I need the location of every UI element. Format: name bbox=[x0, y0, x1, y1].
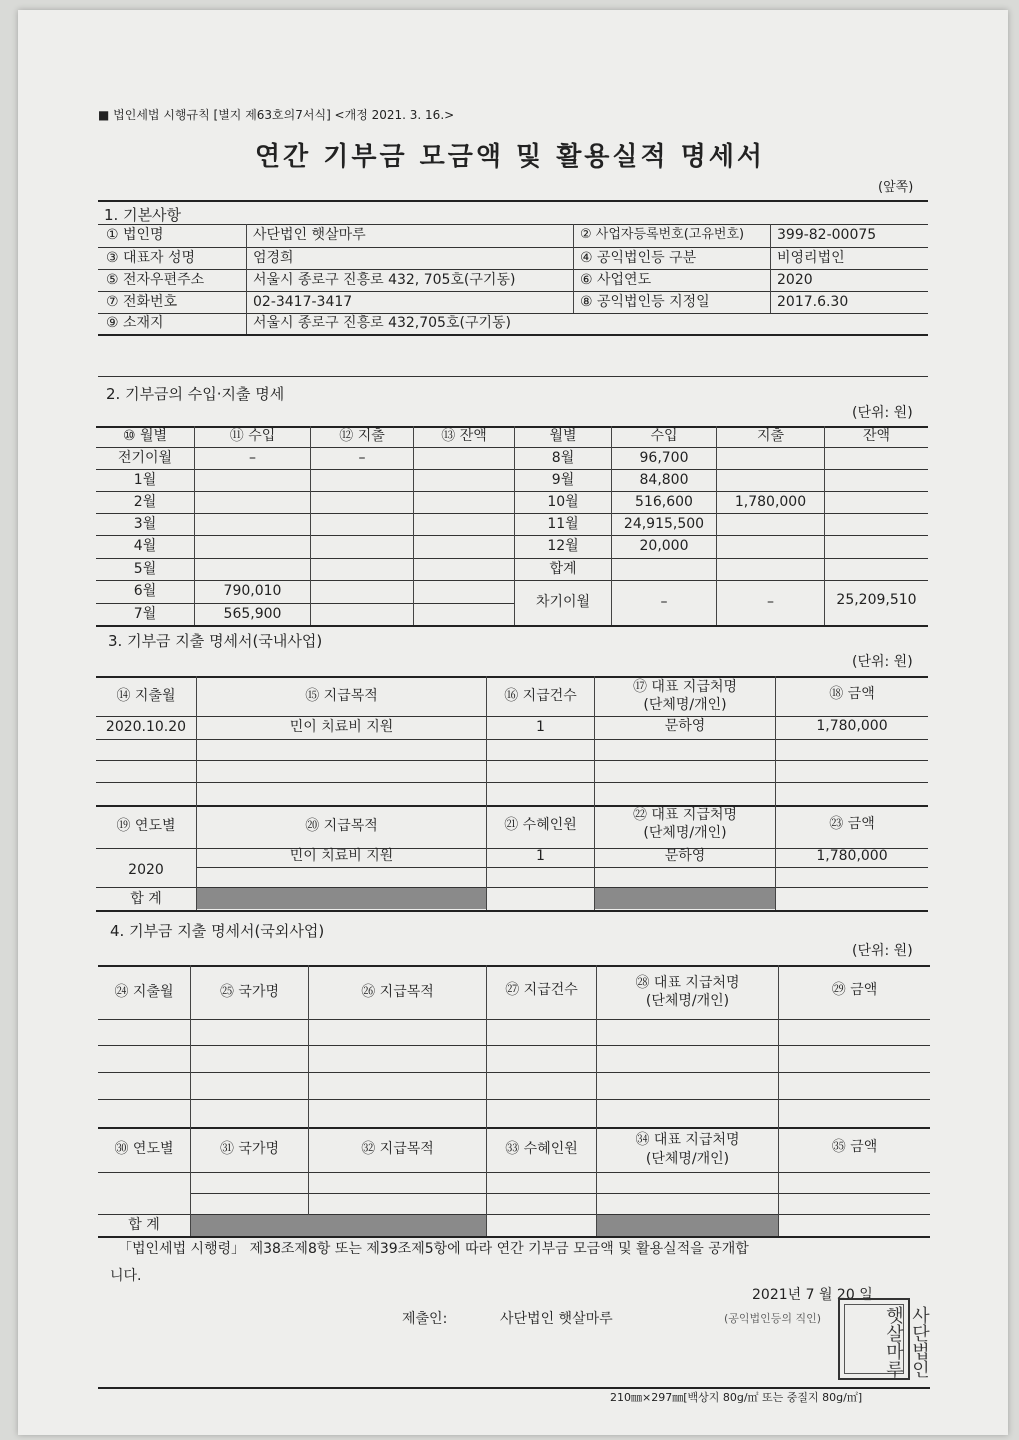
label-email: ⑤ 전자우편주소 bbox=[106, 271, 205, 288]
s3-head-beneficiaries: ㉑ 수혜인원 bbox=[504, 816, 577, 833]
label-corp-type: ④ 공익법인등 구분 bbox=[580, 249, 697, 266]
s4-head-recipient-b: ㉞ 대표 지급처명 (단체명/개인) bbox=[635, 1132, 740, 1167]
statement-line2: 니다. bbox=[110, 1268, 142, 1284]
s2-right-month: 9월 bbox=[551, 471, 575, 488]
s3-head-purpose: ⑮ 지급목적 bbox=[305, 687, 378, 704]
s4-head-country: ㉕ 국가명 bbox=[219, 983, 280, 1000]
s2-left-month: 4월 bbox=[133, 538, 157, 555]
section4-heading: 4. 기부금 지출 명세서(국외사업) bbox=[110, 922, 325, 940]
s2-carry-expense: – bbox=[767, 594, 774, 611]
s2-left-month: 7월 bbox=[133, 605, 157, 622]
s4-head-amount: ㉙ 금액 bbox=[831, 981, 878, 998]
s2-right-month: 8월 bbox=[551, 449, 575, 466]
page-side-label: (앞쪽) bbox=[878, 180, 914, 195]
label-designation-date: ⑧ 공익법인등 지정일 bbox=[580, 293, 710, 310]
paper-spec: 210㎜×297㎜[백상지 80g/㎡ 또는 중질지 80g/㎡] bbox=[610, 1391, 863, 1404]
label-business-number: ② 사업자등록번호(고유번호) bbox=[580, 227, 745, 243]
s2-head-income: ⑪ 수입 bbox=[229, 428, 276, 445]
page-title: 연간 기부금 모금액 및 활용실적 명세서 bbox=[254, 142, 766, 172]
s3-total-label: 합 계 bbox=[130, 891, 162, 908]
s3-row-purpose-b: 민이 치료비 지원 bbox=[289, 848, 394, 865]
s2-right-income: 20,000 bbox=[639, 538, 689, 555]
s3-head-amount-b: ㉓ 금액 bbox=[829, 815, 875, 832]
s3-row-recipient-b: 문하영 bbox=[664, 848, 706, 865]
section3-unit: (단위: 원) bbox=[852, 654, 913, 670]
label-address: ⑨ 소재지 bbox=[106, 315, 164, 332]
s3-row-recipient: 문하영 bbox=[664, 717, 706, 734]
submitter-name: 사단법인 햇살마루 bbox=[500, 1311, 613, 1327]
corporate-seal bbox=[838, 1298, 930, 1380]
label-fiscal-year: ⑥ 사업연도 bbox=[580, 271, 652, 288]
s4-head-count: ㉗ 지급건수 bbox=[505, 981, 578, 998]
s2-head-expense: ⑫ 지출 bbox=[339, 428, 385, 445]
value-corp-type: 비영리법인 bbox=[777, 249, 845, 266]
value-phone: 02-3417-3417 bbox=[253, 293, 353, 310]
s4-head-beneficiaries: ㉝ 수혜인원 bbox=[505, 1141, 578, 1158]
label-phone: ⑦ 전화번호 bbox=[106, 293, 178, 310]
section3-heading: 3. 기부금 지출 명세서(국내사업) bbox=[108, 632, 323, 650]
s3-row-year: 2020 bbox=[128, 861, 164, 878]
s3-head-purpose-b: ⑳ 지급목적 bbox=[305, 818, 378, 835]
s2-left-month: 전기이월 bbox=[117, 449, 173, 466]
s3-head-month: ⑭ 지출월 bbox=[116, 687, 176, 704]
seal-note: (공익법인등의 직인) bbox=[724, 1312, 822, 1325]
s3-total-shade bbox=[197, 888, 486, 909]
s2-right-income: 84,800 bbox=[639, 471, 689, 488]
s3-head-count: ⑯ 지급건수 bbox=[504, 687, 577, 704]
s2-left-month: 6월 bbox=[133, 583, 157, 600]
s4-total-shade bbox=[191, 1215, 486, 1236]
s3-head-amount: ⑱ 금액 bbox=[829, 685, 875, 702]
submitter-label: 제출인: bbox=[402, 1311, 448, 1327]
s2-right-income: 96,700 bbox=[639, 449, 689, 466]
s2-head-balance: ⑬ 잔액 bbox=[441, 428, 487, 445]
s2-left-income: 790,010 bbox=[223, 583, 282, 600]
value-fiscal-year: 2020 bbox=[777, 271, 813, 288]
s4-head-amount-b: ㉟ 금액 bbox=[831, 1138, 878, 1155]
value-email: 서울시 종로구 진흥로 432, 705호(구기동) bbox=[253, 271, 516, 288]
s2-right-month: 12월 bbox=[547, 538, 579, 555]
s2-head-month: ⑩ 월별 bbox=[122, 428, 168, 445]
seal-text: 사단법인 햇살마루 bbox=[883, 1306, 930, 1378]
section2-unit: (단위: 원) bbox=[852, 405, 913, 421]
s2-left-month: 5월 bbox=[133, 560, 157, 577]
s2-left-expense: – bbox=[358, 449, 366, 466]
value-corp-name: 사단법인 햇살마루 bbox=[253, 227, 366, 244]
s3-row-month: 2020.10.20 bbox=[105, 719, 187, 736]
s4-head-purpose: ㉖ 지급목적 bbox=[361, 983, 434, 1000]
s2-carry-balance: 25,209,510 bbox=[836, 591, 917, 608]
s3-head-recipient: ⑰ 대표 지급처명 (단체명/개인) bbox=[632, 678, 738, 713]
s2-total-label: 합계 bbox=[549, 560, 577, 577]
submission-date: 2021년 7 월 20 일 bbox=[752, 1287, 873, 1303]
s3-head-year: ⑲ 연도별 bbox=[116, 818, 176, 835]
s3-total-shade bbox=[595, 888, 775, 909]
s3-row-beneficiaries: 1 bbox=[536, 848, 545, 865]
s2-right-expense: 1,780,000 bbox=[734, 493, 807, 510]
s3-row-count: 1 bbox=[536, 719, 545, 736]
statement-line1: 「법인세법 시행령」 제38조제8항 또는 제39조제5항에 따라 연간 기부금 모금액 및 활용실적을 공개합 bbox=[118, 1241, 749, 1257]
s3-head-recipient-b: ㉒ 대표 지급처명 (단체명/개인) bbox=[632, 806, 738, 841]
s2-right-month: 11월 bbox=[547, 515, 579, 532]
value-address: 서울시 종로구 진흥로 432,705호(구기동) bbox=[253, 315, 511, 332]
s2-carry-label: 차기이월 bbox=[535, 594, 591, 611]
s4-total-label: 합 계 bbox=[128, 1217, 160, 1234]
s2-head-income-r: 수입 bbox=[650, 428, 678, 445]
s2-carry-income: – bbox=[660, 594, 668, 611]
value-representative: 엄경희 bbox=[253, 249, 294, 266]
s2-left-income: 565,900 bbox=[223, 605, 282, 622]
s3-row-amount-b: 1,780,000 bbox=[816, 848, 888, 865]
s2-head-month-r: 월별 bbox=[549, 428, 577, 445]
s4-head-recipient: ㉘ 대표 지급처명 (단체명/개인) bbox=[635, 974, 740, 1009]
section2-heading: 2. 기부금의 수입·지출 명세 bbox=[106, 385, 285, 403]
s2-left-month: 2월 bbox=[133, 493, 157, 510]
s4-head-year: ㉚ 연도별 bbox=[114, 1141, 174, 1158]
s4-head-country-b: ㉛ 국가명 bbox=[219, 1141, 280, 1158]
s2-head-expense-r: 지출 bbox=[756, 428, 785, 445]
s2-left-month: 1월 bbox=[133, 471, 157, 488]
value-business-number: 399-82-00075 bbox=[777, 227, 877, 244]
s2-right-income: 516,600 bbox=[635, 493, 693, 510]
s4-total-shade bbox=[597, 1215, 778, 1236]
form-reference: ■ 법인세법 시행규칙 [별지 제63호의7서식] <개정 2021. 3. 16.> bbox=[98, 108, 455, 122]
section4-unit: (단위: 원) bbox=[852, 943, 913, 959]
s2-right-income: 24,915,500 bbox=[623, 515, 705, 532]
s4-head-purpose-b: ㉜ 지급목적 bbox=[361, 1141, 434, 1158]
s2-left-month: 3월 bbox=[133, 515, 157, 532]
s3-row-amount: 1,780,000 bbox=[816, 717, 888, 734]
s2-head-balance-r: 잔액 bbox=[862, 428, 891, 445]
s2-left-income: – bbox=[249, 449, 256, 466]
s4-head-month: ㉔ 지출월 bbox=[114, 983, 174, 1000]
label-corp-name: ① 법인명 bbox=[106, 227, 164, 244]
label-representative: ③ 대표자 성명 bbox=[106, 249, 196, 266]
section1-heading: 1. 기본사항 bbox=[104, 206, 182, 224]
s2-right-month: 10월 bbox=[547, 493, 579, 510]
s3-row-purpose: 민이 치료비 지원 bbox=[289, 719, 394, 736]
value-designation-date: 2017.6.30 bbox=[777, 293, 849, 310]
